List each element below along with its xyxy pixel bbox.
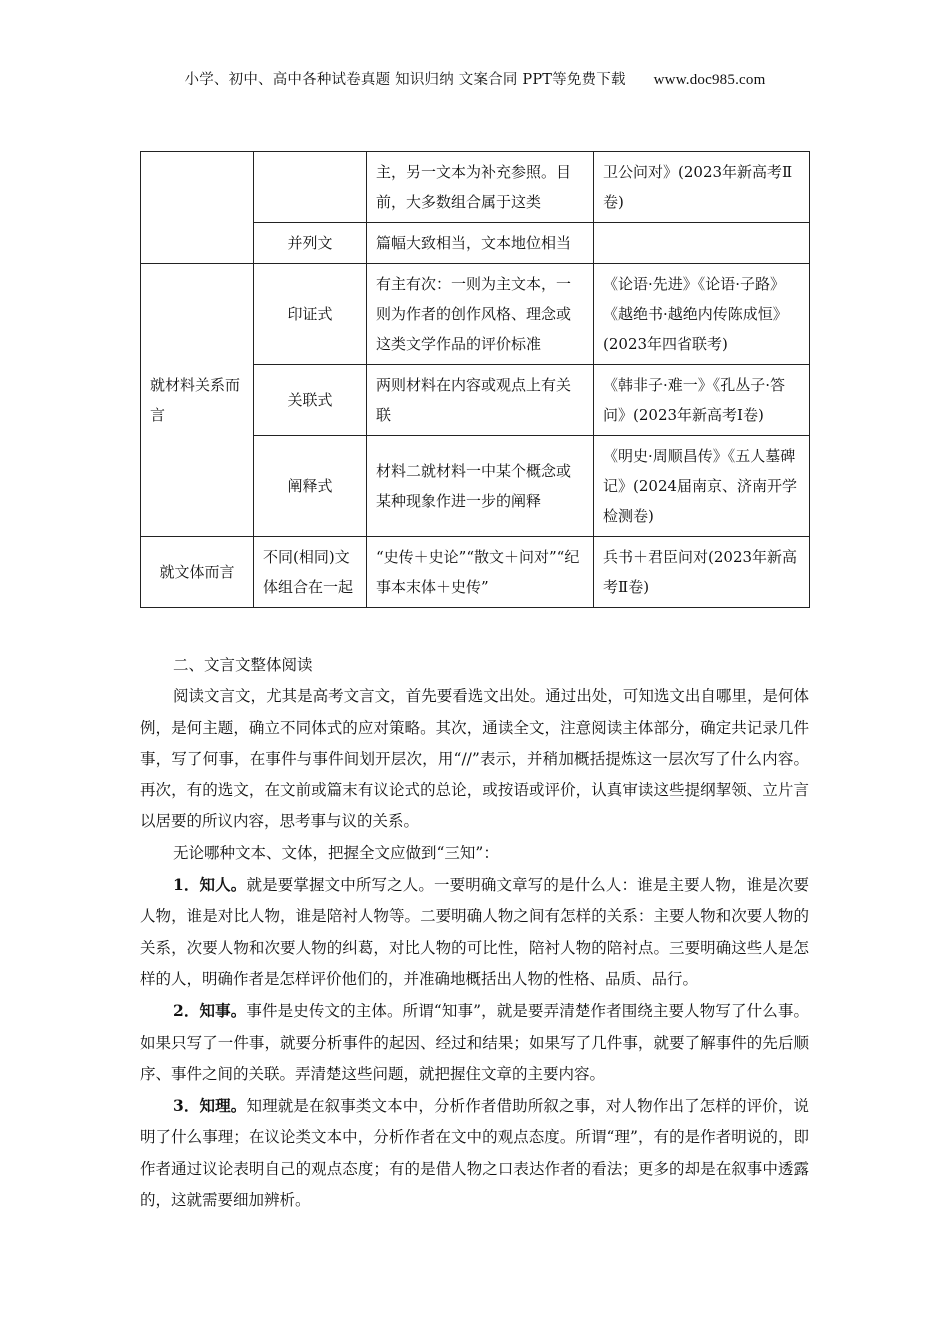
table-cell: “史传＋史论”“散文＋问对”“纪事本末体＋史传” [367,537,594,608]
table-cell: 主，另一文本为补充参照。目前，大多数组合属于这类 [367,152,594,223]
table-cell: 《韩非子·难一》《孔丛子·答问》(2023年新高考Ⅰ卷) [594,365,810,436]
table-cell-empty [141,152,254,264]
paragraph [140,869,809,995]
table-cell: 《论语·先进》《论语·子路》《越绝书·越绝内传陈成恒》(2023年四省联考) [594,264,810,365]
section-title: 二、文言文整体阅读 [173,656,313,674]
point-text: 知理就是在叙事类文本中，分析作者借助所叙之事，对人物作出了怎样的评价，说明了什么事理；在议论类文本中，分析作者在文中的观点态度。所谓“理”，有的是作者明说的，即作者通过议论表明自己的观点态度；有的是借人物之口表达作者的看法；更多的却是在叙事中透露的，这就需要细加辨析。 [140,1097,809,1210]
point-heading: 1．知人。 [173,875,247,895]
table-cell [594,223,810,264]
paragraph: 阅读文言文，尤其是高考文言文，首先要看选文出处。通过出处，可知选文出自哪里，是何体例，是何主题，确立不同体式的应对策略。其次，通读全文，注意阅读主体部分，确定共记录几件事，写了何事，在事件与事件间划开层次，用“//”表示，并稍加概括提炼这一层次写了什么内容。再次，有的选文，在文前或篇末有议论式的总论，或按语或评价，认真审读这些提纲挈领、立片言以居要的所议内容，思考事与议的关系。 [140,687,809,831]
table-cell: 材料二就材料一中某个概念或某种现象作进一步的阐释 [367,436,594,537]
table-cell: 篇幅大致相当，文本地位相当 [367,223,594,264]
paragraph: 无论哪种文本、文体，把握全文应做到“三知”： [173,843,499,862]
point-heading: 3．知理。 [173,1096,247,1116]
comparison-table [140,151,810,608]
paragraph [140,1090,809,1216]
table-cell: 卫公问对》(2023年新高考Ⅱ卷) [594,152,810,223]
table-cell: 有主有次：一则为主文本，一则为作者的创作风格、理念或这类文学作品的评价标准 [367,264,594,365]
point-text: 事件是史传文的主体。所谓“知事”，就是要弄清楚作者围绕主要人物写了什么事。如果只写了一件事，就要分析事件的起因、经过和结果；如果写了几件事，就要了解事件的先后顺序、事件之间的关联。弄清楚这些问题，就把握住文章的主要内容。 [140,1002,809,1083]
table-cell-type: 阐释式 [254,436,367,537]
point-heading: 2．知事。 [173,1001,247,1021]
table-cell-type: 并列文 [254,223,367,264]
table-cell-group: 就材料关系而言 [141,264,254,537]
table-cell: 两则材料在内容或观点上有关联 [367,365,594,436]
table-row [141,152,810,223]
table-cell: 兵书＋君臣问对(2023年新高考Ⅱ卷) [594,537,810,608]
table-cell-empty [254,152,367,223]
table-cell: 《明史·周顺昌传》《五人墓碑记》(2024届南京、济南开学检测卷) [594,436,810,537]
point-text: 就是要掌握文中所写之人。一要明确文章写的是什么人：谁是主要人物，谁是次要人物，谁是对比人物，谁是陪衬人物等。二要明确人物之间有怎样的关系：主要人物和次要人物的关系，次要人物和次要人物的纠葛，对比人物的可比性，陪衬人物的陪衬点。三要明确这些人是怎样的人，明确作者是怎样评价他们的，并准确地概括出人物的性格、品质、品行。 [140,876,809,988]
table-cell-group: 就文体而言 [141,537,254,608]
paragraph [140,995,809,1090]
page-header [0,68,950,89]
table-cell-type: 印证式 [254,264,367,365]
header-text: 小学、初中、高中各种试卷真题 知识归纳 文案合同 PPT等免费下载 [184,72,626,88]
article-body [140,650,809,1216]
table-row [141,537,810,608]
table-cell-type: 关联式 [254,365,367,436]
header-site-link[interactable]: www.doc985.com [653,72,766,88]
table-row [141,264,810,365]
table-cell-type: 不同(相同)文体组合在一起 [254,537,367,608]
